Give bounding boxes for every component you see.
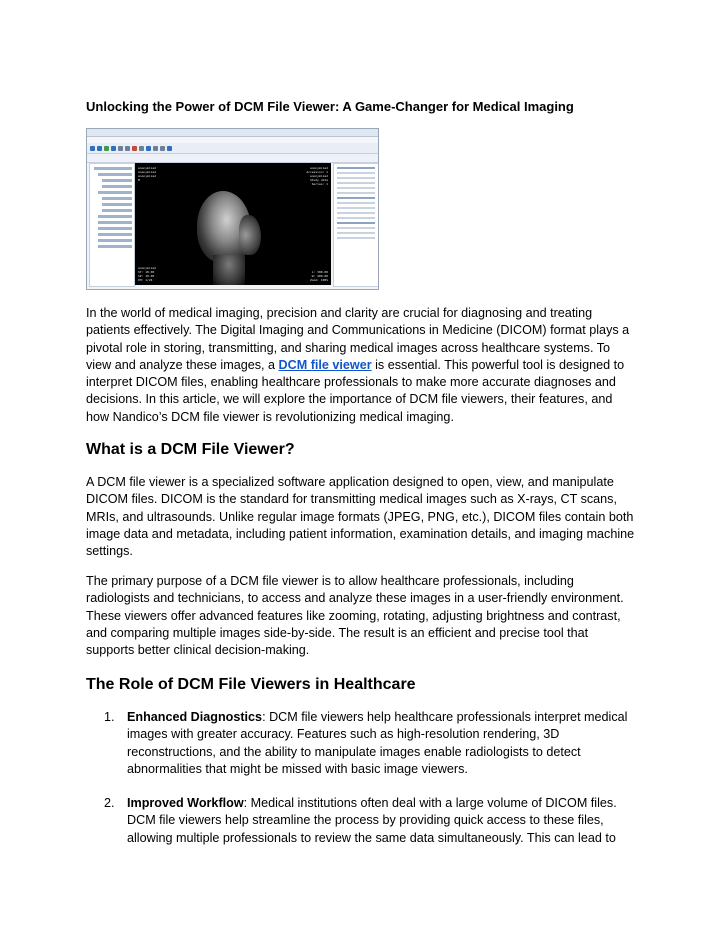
window-titlebar bbox=[87, 129, 378, 137]
file-tree-panel bbox=[89, 163, 135, 287]
annotate-icon bbox=[160, 146, 165, 151]
page-title: Unlocking the Power of DCM File Viewer: A Game-Changer for Medical Imaging bbox=[86, 99, 574, 114]
overlay-top-left: anonymized anonymized anonymized M bbox=[138, 166, 157, 182]
list-item-bold: Enhanced Diagnostics bbox=[127, 710, 263, 724]
list-item-number: 2. bbox=[104, 796, 115, 811]
list-item-number: 1. bbox=[104, 710, 115, 724]
list-item-text: : DCM file viewers help healthcare professionals interpret medical images with greater accuracy. Features such as high-resolution rendering, 3D reconstructions, and the ability to manipulate images enable radiologists to detect abnormalities that might be missed with basic image viewers. bbox=[127, 710, 628, 776]
role-list bbox=[86, 709, 638, 847]
list-item bbox=[86, 709, 638, 778]
layout-icon bbox=[167, 146, 172, 151]
dcm-file-viewer-link[interactable]: DCM file viewer bbox=[278, 357, 372, 372]
contrast-icon bbox=[146, 146, 151, 151]
section-heading-what-is: What is a DCM File Viewer? bbox=[86, 441, 295, 458]
list-item-bold: Improved Workflow bbox=[127, 796, 244, 811]
properties-panel bbox=[333, 163, 379, 287]
window-secondary-toolbar bbox=[87, 154, 378, 163]
mri-face-image bbox=[239, 215, 261, 255]
list-item-text: : Medical institutions often deal with a large volume of DICOM files. DCM file viewers help streamline the process by providing quick access to these files, allowing multiple professionals to review the same data simultaneously. This can lead to bbox=[127, 796, 617, 845]
section1-paragraph-2: The primary purpose of a DCM file viewer is to allow healthcare professionals, including radiologists and technicians, to access and analyze these images in a user-friendly environment. These viewers offer advanced features like zooming, rotating, adjusting brightness and contrast, and comparing multiple images side-by-side. The result is an efficient and precise tool that supports better clinical decision-making. bbox=[86, 574, 624, 658]
image-viewport bbox=[135, 163, 331, 285]
overlay-bottom-left: anonymized ST: 10.00 SP: 10.00 IM: 1/24 bbox=[138, 266, 157, 282]
overlay-top-right: anonymized Accession: 1 anonymized Study date Series: 1 bbox=[306, 166, 328, 186]
section-heading-role: The Role of DCM File Viewers in Healthcare bbox=[86, 676, 416, 693]
open-icon bbox=[90, 146, 95, 151]
window-toolbar bbox=[87, 143, 378, 154]
measure-icon bbox=[153, 146, 158, 151]
zoom-icon bbox=[118, 146, 123, 151]
pan-icon bbox=[125, 146, 130, 151]
next-icon bbox=[111, 146, 116, 151]
overlay-bottom-right: L: 300.00 W: 400.00 Zoom: 100% bbox=[309, 270, 328, 282]
save-icon bbox=[97, 146, 102, 151]
stop-icon bbox=[132, 146, 137, 151]
section1-paragraph-1: A DCM file viewer is a specialized software application designed to open, view, and manipulate DICOM files. DICOM is the standard for transmitting medical images such as X-rays, CT scans, MRIs, and ultrasounds. Unlike regular image formats (JPEG, PNG, etc.), DICOM files contain both image data and metadata, including patient information, examination details, and imaging machine settings. bbox=[86, 475, 635, 559]
mri-neck-image bbox=[213, 255, 245, 285]
play-icon bbox=[104, 146, 109, 151]
dicom-viewer-screenshot bbox=[86, 128, 379, 290]
rotate-icon bbox=[139, 146, 144, 151]
intro-paragraph: In the world of medical imaging, precision and clarity are crucial for diagnosing and treating patients effectively. The Digital Imaging and Communications in Medicine (DICOM) format plays a pivotal role in storing, transmitting, and sharing medical images across healthcare systems. To view and analyze these images, a DCM file viewer is essential. This powerful tool is designed to interpret DICOM files, enabling healthcare professionals to make more accurate diagnoses and decisions. In this article, we will explore the importance of DCM file viewers, their features, and how Nandico’s DCM file viewer is revolutionizing medical imaging. bbox=[86, 306, 630, 424]
list-item bbox=[86, 795, 638, 847]
